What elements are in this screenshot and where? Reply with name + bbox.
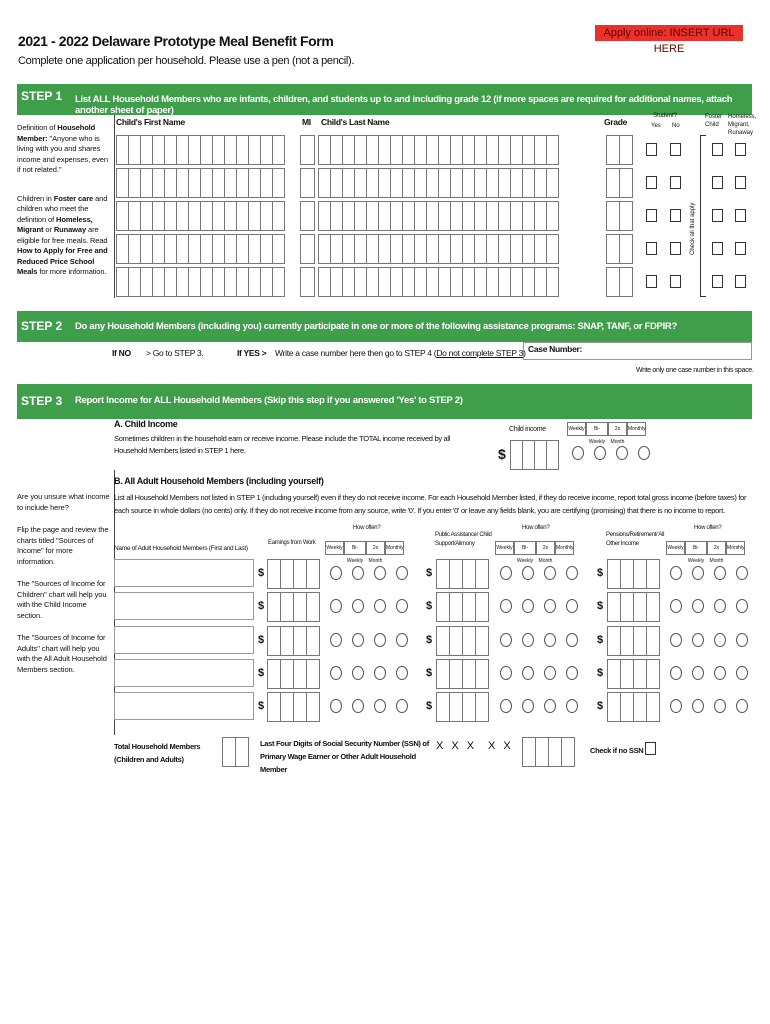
income-dollar: $ <box>258 634 265 646</box>
freq-oval[interactable] <box>374 699 386 713</box>
yes-underlined: Do not complete STEP 3 <box>436 348 524 358</box>
child-row-cells[interactable] <box>318 168 558 198</box>
freq-oval[interactable] <box>500 633 512 647</box>
income-dollar: $ <box>426 600 433 612</box>
apply-online-banner[interactable]: Apply online: INSERT URL HERE <box>595 25 743 41</box>
freq-oval[interactable] <box>736 566 748 580</box>
freq-oval[interactable] <box>670 599 682 613</box>
income-freq-ovals[interactable] <box>670 566 748 580</box>
definition-bold: Household Member: <box>17 123 96 143</box>
freq-oval[interactable] <box>352 666 364 680</box>
step1-instruction: List ALL Household Members who are infants, children, and students up to and including grade 12 (if more spaces are required for additional names, attach another sheet of paper) <box>75 94 733 116</box>
freq-oval[interactable] <box>544 699 556 713</box>
child-row-cells[interactable] <box>318 135 558 165</box>
child-checkbox[interactable] <box>670 275 681 288</box>
freq-oval[interactable] <box>692 666 704 680</box>
adult-name-field[interactable] <box>114 659 254 687</box>
col-student: Student? <box>653 113 678 119</box>
freq-oval[interactable] <box>714 699 726 713</box>
col-adult-name: Name of Adult Household Members (First and Last) <box>114 545 248 552</box>
child-checkbox[interactable] <box>646 275 657 288</box>
step3-sidebar <box>17 470 115 735</box>
freq-oval[interactable] <box>522 666 534 680</box>
col-last-name: Child's Last Name <box>321 117 390 127</box>
definition-text: "Anyone who is living with you and shares income and expenses, even if not related." <box>17 133 108 174</box>
check-all-vertical: Check all that apply <box>690 202 696 255</box>
freq-oval[interactable] <box>522 699 534 713</box>
adult-income-title: B. All Adult Household Members (including yourself) <box>114 476 324 486</box>
child-checkbox[interactable] <box>712 275 723 288</box>
freq-oval[interactable] <box>736 633 748 647</box>
step1-sidebar <box>17 115 115 298</box>
income-dollar: $ <box>597 567 604 579</box>
freq-oval[interactable] <box>374 633 386 647</box>
freq-oval[interactable] <box>714 566 726 580</box>
foster-text4: for more information. <box>39 267 107 276</box>
freq-oval[interactable] <box>670 633 682 647</box>
no-ssn-checkbox[interactable] <box>645 742 656 755</box>
income-freq-ovals[interactable] <box>500 666 578 680</box>
step3-label: STEP 3 <box>21 394 63 408</box>
case-number-label: Case Number: <box>528 344 583 354</box>
freq-label: Weekly <box>495 541 514 555</box>
income-cells[interactable] <box>607 626 659 656</box>
foster-text3: are eligible for free meals. Read <box>17 225 108 245</box>
foster-bold3: Runaway <box>53 225 87 234</box>
foster-bold: Foster care <box>53 193 94 203</box>
freq-oval[interactable] <box>692 633 704 647</box>
adults-chart-text: The "Sources of Income for Adults" chart will help you with the All Adult Household Members section. <box>17 633 107 674</box>
freq-oval[interactable] <box>396 699 408 713</box>
freq-oval[interactable] <box>566 599 578 613</box>
child-checkbox[interactable] <box>712 209 723 222</box>
child-income-dollar: $ <box>498 446 506 462</box>
income-dollar: $ <box>597 634 604 646</box>
freq-oval[interactable] <box>544 599 556 613</box>
adult-name-field[interactable] <box>114 559 254 587</box>
foster-text1: and children who meet the definition of <box>17 193 108 224</box>
income-freq-ovals[interactable] <box>330 566 408 580</box>
adult-name-field[interactable] <box>114 692 254 720</box>
col-earnings: Earnings from Work <box>268 540 316 546</box>
income-freq-ovals[interactable] <box>500 699 578 713</box>
child-freq-weekly[interactable] <box>572 446 584 460</box>
step2-bar <box>17 311 752 342</box>
freq-oval[interactable] <box>736 666 748 680</box>
freq-label: 2x Month <box>608 422 627 436</box>
child-row-cells[interactable] <box>318 234 558 264</box>
unsure-text: Are you unsure what income to include here? <box>17 492 110 512</box>
income-cells[interactable] <box>436 692 488 722</box>
freq-oval[interactable] <box>736 599 748 613</box>
freq-oval[interactable] <box>330 566 342 580</box>
check-all-bracket <box>700 135 706 297</box>
foster-bold4: How to Apply for Free and Reduced Price School Meals <box>17 246 108 276</box>
income-dollar: $ <box>597 667 604 679</box>
income-freq-ovals[interactable] <box>500 633 578 647</box>
child-row-cells[interactable] <box>116 267 284 297</box>
child-freq-monthly[interactable] <box>638 446 650 460</box>
adult-income-text: List all Household Members not listed in STEP 1 (including yourself) even if they do not receive income. For each Household Member listed, if they do receive income, report total gross income (before taxes) for each source in whole dollars (no cents) only. If they do not receive income from any source, write '0'. If you enter '0' or leave any fields blank, you are certifying (promising) that there is no income to report. <box>114 493 747 515</box>
step3-bar <box>17 384 752 419</box>
step2-label: STEP 2 <box>21 319 63 333</box>
adult-name-field[interactable] <box>114 626 254 654</box>
freq-oval[interactable] <box>714 633 726 647</box>
how-often-1: How often? <box>353 525 381 531</box>
freq-oval[interactable] <box>500 566 512 580</box>
freq-oval[interactable] <box>500 699 512 713</box>
income-cells[interactable] <box>436 592 488 622</box>
child-row-cells[interactable] <box>606 168 632 198</box>
total-members-cells[interactable] <box>222 737 248 767</box>
child-checkbox[interactable] <box>735 176 746 189</box>
freq-label: 2x Month <box>707 541 726 555</box>
freq-oval[interactable] <box>374 599 386 613</box>
child-checkbox[interactable] <box>670 176 681 189</box>
freq-oval[interactable] <box>330 666 342 680</box>
freq-oval[interactable] <box>714 666 726 680</box>
col-pensions: Pensions/Retirement/ All Other Income <box>606 532 665 547</box>
case-number-field[interactable] <box>523 342 752 360</box>
income-cells[interactable] <box>436 626 488 656</box>
freq-label: Monthly <box>726 541 745 555</box>
child-row-cells[interactable] <box>300 234 314 264</box>
freq-oval[interactable] <box>566 633 578 647</box>
child-row-cells[interactable] <box>606 234 632 264</box>
freq-oval[interactable] <box>396 566 408 580</box>
freq-oval[interactable] <box>352 566 364 580</box>
income-freq-ovals[interactable] <box>330 599 408 613</box>
ssn-mask-2 <box>488 740 511 752</box>
freq-label: Weekly <box>567 422 586 436</box>
child-row-cells[interactable] <box>606 135 632 165</box>
income-cells[interactable] <box>267 692 319 722</box>
ssn-x3: X <box>466 740 475 752</box>
foster-bold2: Homeless, Migrant <box>17 214 93 234</box>
col-hmr: Homeless, Migrant, Runaway <box>728 114 757 136</box>
form-title: 2021 - 2022 Delaware Prototype Meal Benefit Form <box>18 33 334 49</box>
freq-oval[interactable] <box>692 566 704 580</box>
ssn-cells[interactable] <box>522 737 574 767</box>
child-row-cells[interactable] <box>116 168 284 198</box>
how-often-2: How often? <box>522 525 550 531</box>
child-row-cells[interactable] <box>606 267 632 297</box>
child-checkbox[interactable] <box>735 143 746 156</box>
income-freq-ovals[interactable] <box>500 599 578 613</box>
ssn-x2: X <box>451 740 459 752</box>
freq-label: Weekly <box>666 541 685 555</box>
go-step3-text: > Go to STEP 3. <box>146 348 204 358</box>
step2-sidebar <box>17 342 115 380</box>
freq-label: Weekly <box>325 541 344 555</box>
ssn-x4: X <box>488 740 496 752</box>
definition-prefix: Definition of <box>17 123 56 132</box>
freq-oval[interactable] <box>330 633 342 647</box>
income-dollar: $ <box>258 700 265 712</box>
child-income-title: A. Child Income <box>114 419 178 429</box>
step2-instruction: Do any Household Members (including you) currently participate in one or more of the following assistance programs: SNAP, TANF, or FDPIR? <box>75 321 677 332</box>
income-cells[interactable] <box>436 659 488 689</box>
freq-oval[interactable] <box>544 566 556 580</box>
col-yes: Yes <box>651 123 661 129</box>
income-cells[interactable] <box>267 626 319 656</box>
income-cells[interactable] <box>267 592 319 622</box>
freq-oval[interactable] <box>500 666 512 680</box>
income-freq-ovals[interactable] <box>330 633 408 647</box>
child-checkbox[interactable] <box>735 209 746 222</box>
child-checkbox[interactable] <box>712 242 723 255</box>
income-freq-ovals[interactable] <box>670 633 748 647</box>
freq-oval[interactable] <box>670 699 682 713</box>
child-row-cells[interactable] <box>318 267 558 297</box>
child-checkbox[interactable] <box>646 242 657 255</box>
freq-oval[interactable] <box>352 599 364 613</box>
freq-oval[interactable] <box>670 666 682 680</box>
freq-oval[interactable] <box>670 566 682 580</box>
income-dollar: $ <box>258 600 265 612</box>
freq-oval[interactable] <box>374 666 386 680</box>
freq-oval[interactable] <box>566 699 578 713</box>
child-row-cells[interactable] <box>116 135 284 165</box>
ssn-x1: X <box>436 740 444 752</box>
freq-label: Bi-Weekly <box>586 422 608 436</box>
child-income-cells[interactable] <box>510 440 558 470</box>
foster-text2: or <box>45 225 52 234</box>
step3-instruction: Report Income for ALL Household Members (Skip this step if you answered 'Yes' to STEP 2) <box>75 395 463 406</box>
col-mi: MI <box>302 117 311 127</box>
freq-label: Bi-Weekly <box>685 541 707 555</box>
freq-oval[interactable] <box>522 633 534 647</box>
child-row-cells[interactable] <box>300 168 314 198</box>
child-row-cells[interactable] <box>318 201 558 231</box>
ssn-mask-1 <box>436 740 474 752</box>
income-cells[interactable] <box>607 559 659 589</box>
income-cells[interactable] <box>267 559 319 589</box>
child-freq-biweekly[interactable] <box>594 446 606 460</box>
income-dollar: $ <box>597 700 604 712</box>
child-row-cells[interactable] <box>606 201 632 231</box>
income-dollar: $ <box>426 700 433 712</box>
child-income-label: Child income <box>509 426 546 433</box>
write-only-note: Write only one case number in this space. <box>636 367 754 374</box>
child-checkbox[interactable] <box>712 176 723 189</box>
freq-oval[interactable] <box>714 599 726 613</box>
flip-text: Flip the page and review the charts titled "Sources of Income" for more information. <box>17 525 109 566</box>
freq-oval[interactable] <box>396 633 408 647</box>
child-row-cells[interactable] <box>300 201 314 231</box>
col-foster: Foster Child <box>705 114 723 128</box>
col-no: No <box>672 123 680 129</box>
child-checkbox[interactable] <box>646 143 657 156</box>
freq-oval[interactable] <box>692 699 704 713</box>
freq-oval[interactable] <box>352 633 364 647</box>
if-yes-label: If YES > <box>237 348 267 358</box>
child-freq-ovals[interactable] <box>572 446 650 460</box>
children-chart-text: The "Sources of Income for Children" chart will help you with the Child Income section. <box>17 579 107 620</box>
income-freq-ovals[interactable] <box>500 566 578 580</box>
child-checkbox[interactable] <box>712 143 723 156</box>
freq-label: Monthly <box>627 422 646 436</box>
income-freq-ovals[interactable] <box>330 666 408 680</box>
ssn-x5: X <box>503 740 511 752</box>
income-dollar: $ <box>597 600 604 612</box>
freq-oval[interactable] <box>544 633 556 647</box>
income-cells[interactable] <box>267 659 319 689</box>
child-checkbox[interactable] <box>735 242 746 255</box>
income-dollar: $ <box>426 667 433 679</box>
income-cells[interactable] <box>607 692 659 722</box>
form-subtitle: Complete one application per household. Please use a pen (not a pencil). <box>18 55 355 67</box>
freq-oval[interactable] <box>566 666 578 680</box>
ssn-label: Last Four Digits of Social Security Number (SSN) of Primary Wage Earner or Other Adult Household Member <box>260 739 429 774</box>
freq-oval[interactable] <box>544 666 556 680</box>
income-cells[interactable] <box>607 592 659 622</box>
income-dollar: $ <box>258 667 265 679</box>
freq-label: 2x Month <box>536 541 555 555</box>
child-row-cells[interactable] <box>116 234 284 264</box>
child-row-cells[interactable] <box>116 201 284 231</box>
income-freq-ovals[interactable] <box>330 699 408 713</box>
freq-oval[interactable] <box>352 699 364 713</box>
freq-oval[interactable] <box>396 599 408 613</box>
freq-oval[interactable] <box>692 599 704 613</box>
adult-name-field[interactable] <box>114 592 254 620</box>
no-ssn-label: Check if no SSN <box>590 746 644 755</box>
income-freq-ovals[interactable] <box>670 599 748 613</box>
yes-close: ) <box>523 348 526 358</box>
income-cells[interactable] <box>436 559 488 589</box>
freq-label: Monthly <box>385 541 404 555</box>
col-public: Public Assistance/ Child Support/Alimony <box>435 532 492 547</box>
how-often-3: How often? <box>694 525 722 531</box>
income-freq-ovals[interactable] <box>670 666 748 680</box>
child-row-cells[interactable] <box>300 135 314 165</box>
child-checkbox[interactable] <box>735 275 746 288</box>
income-cells[interactable] <box>607 659 659 689</box>
col-grade: Grade <box>604 117 628 127</box>
child-checkbox[interactable] <box>670 143 681 156</box>
freq-header-group <box>325 541 404 564</box>
freq-oval[interactable] <box>374 566 386 580</box>
freq-oval[interactable] <box>396 666 408 680</box>
step1-label: STEP 1 <box>21 89 63 103</box>
child-freq-2xmonth[interactable] <box>616 446 628 460</box>
income-freq-ovals[interactable] <box>670 699 748 713</box>
freq-header-group <box>666 541 745 564</box>
income-dollar: $ <box>258 567 265 579</box>
child-checkbox[interactable] <box>670 242 681 255</box>
freq-label: Bi-Weekly <box>344 541 366 555</box>
child-row-cells[interactable] <box>300 267 314 297</box>
foster-prefix: Children in <box>17 193 52 203</box>
yes-text: Write a case number here then go to STEP 4 ( <box>275 348 437 358</box>
freq-label: 2x Month <box>366 541 385 555</box>
freq-oval[interactable] <box>330 599 342 613</box>
child-checkbox[interactable] <box>646 209 657 222</box>
freq-oval[interactable] <box>736 699 748 713</box>
freq-header-group <box>495 541 574 564</box>
freq-header-group <box>567 422 646 445</box>
yes-instruction <box>275 348 526 358</box>
freq-label: Monthly <box>555 541 574 555</box>
income-dollar: $ <box>426 634 433 646</box>
child-checkbox[interactable] <box>670 209 681 222</box>
freq-oval[interactable] <box>330 699 342 713</box>
income-dollar: $ <box>426 567 433 579</box>
if-no-label: If NO <box>112 348 131 358</box>
total-members-label: Total Household Members (Children and Adults) <box>114 742 201 764</box>
child-income-text: Sometimes children in the household earn or receive income. Please include the TOTAL income received by all Household Members listed in STEP 1 here. <box>114 434 451 455</box>
col-first-name: Child's First Name <box>116 117 185 127</box>
child-checkbox[interactable] <box>646 176 657 189</box>
freq-oval[interactable] <box>522 599 534 613</box>
freq-label: Bi-Weekly <box>514 541 536 555</box>
freq-oval[interactable] <box>500 599 512 613</box>
freq-oval[interactable] <box>522 566 534 580</box>
freq-oval[interactable] <box>566 566 578 580</box>
step1-bar <box>17 84 752 115</box>
